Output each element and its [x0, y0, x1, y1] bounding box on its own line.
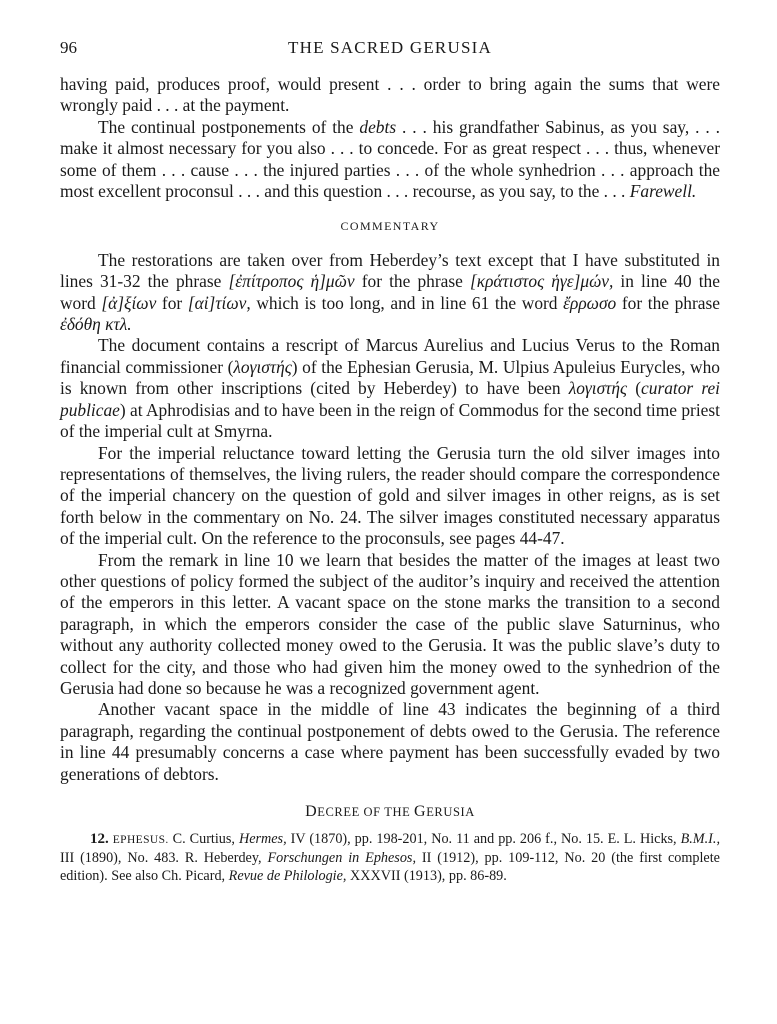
greek-word: [αἰ]τίων,: [187, 292, 251, 313]
commentary-paragraph-5: Another vacant space in the middle of line 43 indicates the beginning of a third paragraph, regarding the continual postponement of debts owed to the Gerusia. The reference in line 44 presumably concerns a case where payment has been successfully evaded by two generations of debtors.: [60, 699, 720, 784]
commentary-heading: COMMENTARY: [340, 219, 440, 234]
page-body: [60, 74, 720, 885]
commentary-paragraph-1: The restorations are taken over from Heberdey’s text except that I have substituted in lines 31-32 the phrase [ἐπίτροπος ἡ]μῶν for the phrase [κράτιστος ἡγε]μών, in line 40 the word [ἀ]ξίων for [αἰ]τίων, which is too long, and in line 61 the word ἔρρωσο for the phrase ἐδόθη κτλ.: [60, 249, 720, 335]
page-header: [60, 38, 720, 62]
place-name: EPHESUS.: [112, 834, 169, 847]
journal-title: Revue de Philologie,: [228, 867, 347, 884]
translation-paragraph-2: The continual postponements of the debts . . . his grandfather Sabinus, as you say, . . . make it almost necessary for you also . . . to concede. For as great respect . . . thus, whenever some of them . . . cause . . . the injured parties . . . of the whole synhedrion . . . approach the most excellent proconsul . . . and this question . . . recourse, as you say, to the . . . Farewell.: [60, 116, 720, 202]
emphasis-farewell: Farewell.: [629, 181, 697, 202]
translation-paragraph-1: having paid, produces proof, would present . . . order to bring again the sums that were wrongly paid . . . at the payment.: [60, 74, 720, 116]
greek-phrase: ἐδόθη κτλ.: [60, 314, 132, 335]
emphasis-debts: debts: [359, 116, 397, 137]
journal-title: Forschungen in Ephesos,: [267, 850, 416, 866]
greek-phrase: [κράτιστος ἡγε]μών,: [469, 271, 614, 292]
inscription-number: 12.: [90, 831, 109, 848]
latin-phrase: curator rei publicae: [60, 378, 721, 420]
commentary-paragraph-2: The document contains a rescript of Marcus Aurelius and Lucius Verus to the Roman financial commissioner (λογιστής) of the Ephesian Gerusia, M. Ulpius Apuleius Eurycles, who is known from other inscriptions (cited by Heberdey) to have been λογιστής (curator rei publicae) at Aphrodisias and to have been in the reign of Commodus for the second time priest of the imperial cult at Smyrna.: [60, 335, 721, 442]
greek-phrase: [ἐπίτροπος ἡ]μῶν: [228, 271, 355, 292]
page-number: 96: [60, 38, 77, 57]
commentary-paragraph-3: For the imperial reluctance toward letting the Gerusia turn the old silver images into representations of themselves, the living rulers, the reader should compare the correspondence of the imperial chancery on the question of gold and silver images in other reigns, as is set forth below in the commentary on No. 24. The silver images constituted necessary apparatus of the imperial cult. On the reference to the proconsuls, see pages 44-47.: [60, 442, 720, 549]
greek-word: [ἀ]ξίων: [101, 292, 157, 313]
commentary-paragraph-4: From the remark in line 10 we learn that besides the matter of the images at least two other questions of policy formed the subject of the auditor’s inquiry and received the attention of the emperors in this letter. A vacant space on the stone marks the transition to a second paragraph, in which the emperors consider the case of the public slave Saturninus, who without any authority collected money owed to the Gerusia. It was the public slave’s duty to collect for the city, and those who had given him the money owed to the synhedrion of the Gerusia had done so because he was a recognized government agent.: [60, 549, 720, 698]
greek-word: λογιστής: [568, 378, 628, 399]
journal-title: B.M.I.,: [680, 831, 720, 848]
greek-word: ἔρρωσο: [563, 292, 617, 313]
journal-title: Hermes,: [238, 831, 287, 848]
greek-word: λογιστής: [233, 356, 292, 377]
running-title: THE SACRED GERUSIA: [288, 38, 492, 57]
bibliography-references: 12. EPHESUS. C. Curtius, Hermes, IV (1870), pp. 198-201, No. 11 and pp. 206 f., No. 15. E. L. Hicks, B.M.I., III (1890), No. 483. R. Heberdey, Forschungen in Ephesos, II (1912), pp. 109-112, No. 20 (the first complete edition). See also Ch. Picard, Revue de Philologie, XXXVII (1913), pp. 86-89.: [60, 831, 720, 884]
decree-heading: DECREE OF THE GERUSIA: [305, 803, 475, 820]
